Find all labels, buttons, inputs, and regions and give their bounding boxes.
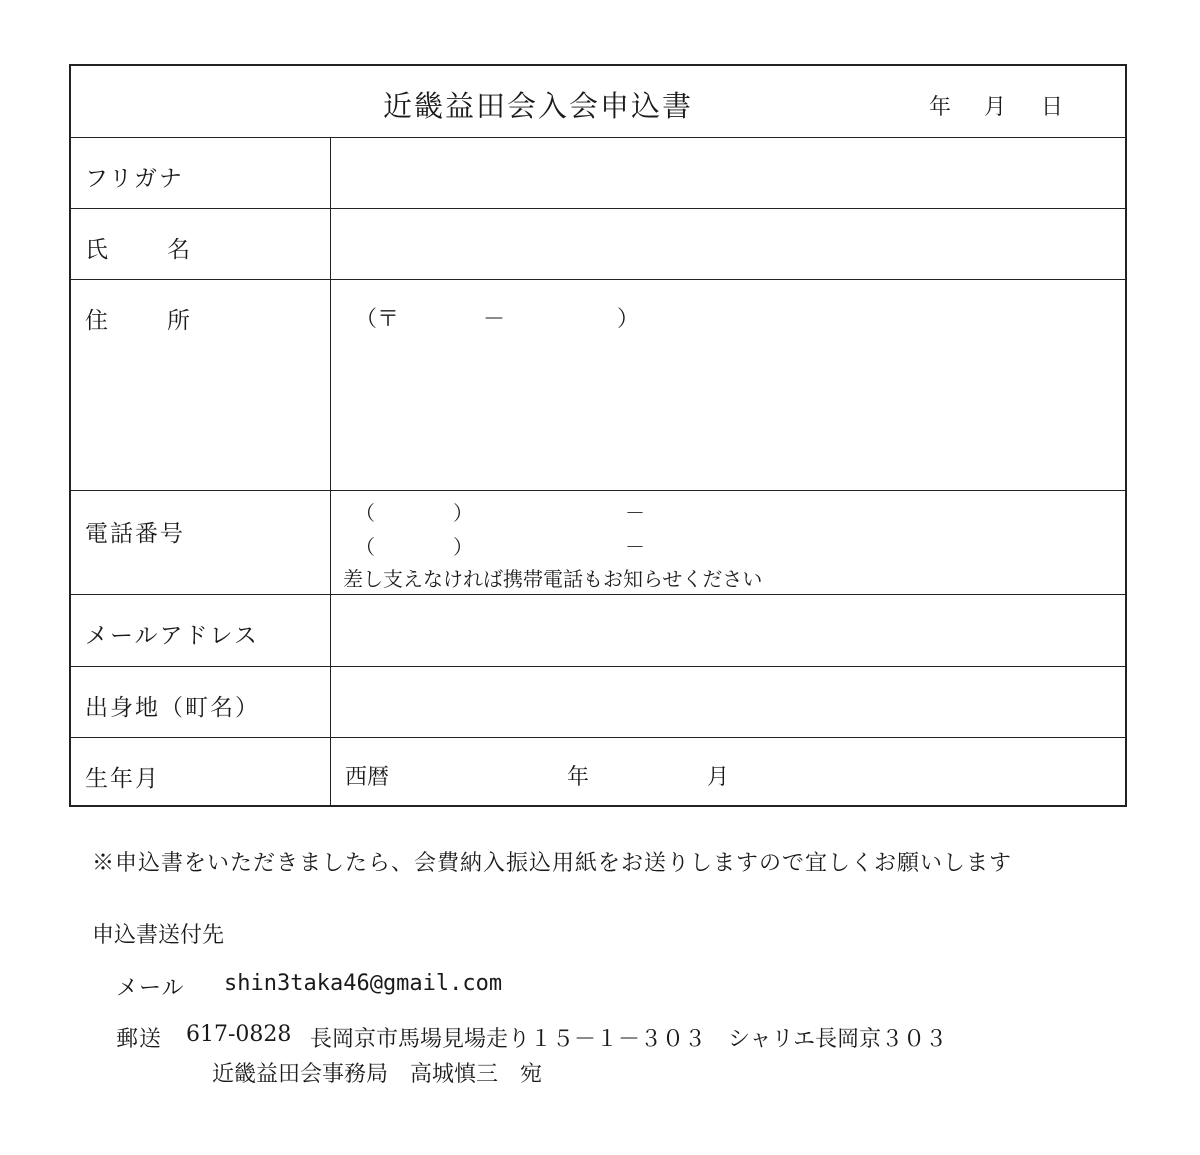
phone1-paren-open: （ [355, 501, 375, 525]
hometown-field[interactable] [331, 667, 1125, 737]
email-label-cell [71, 595, 331, 666]
email-field[interactable] [331, 595, 1125, 666]
name-label-cell [71, 209, 331, 279]
address-label-b: 所 [167, 308, 192, 334]
name-row [71, 209, 1125, 280]
postal-open: （〒 [355, 307, 400, 332]
email-input[interactable] [343, 613, 1107, 649]
date-year-label: 年 [929, 95, 952, 120]
furigana-label-cell [71, 138, 331, 208]
birth-era-label: 西暦 [345, 765, 390, 790]
phone2-paren-close: ） [453, 535, 473, 559]
postal-close: ） [617, 307, 640, 332]
furigana-field[interactable] [331, 138, 1125, 208]
phone2-paren-open: （ [355, 535, 375, 559]
phone-mobile-note: 差し支えなければ携帯電話もお知らせください [343, 567, 763, 591]
address-row [71, 280, 1125, 491]
address-label-cell [71, 280, 331, 490]
title-row [71, 66, 1125, 138]
birth-label-cell [71, 738, 331, 807]
postal-address: 長岡京市馬場見場走り１５－１－３０３ シャリエ長岡京３０３ [310, 1027, 948, 1052]
furigana-label: フリガナ [85, 166, 184, 192]
address-input[interactable] [343, 350, 1107, 472]
date-month-label: 月 [984, 95, 1007, 120]
recipient: 近畿益田会事務局 高城慎三 宛 [212, 1062, 543, 1087]
date-day-label: 日 [1041, 95, 1064, 120]
hometown-label-cell [71, 667, 331, 737]
post-label: 郵送 [116, 1027, 163, 1052]
phone-label-cell [71, 491, 331, 594]
hometown-row [71, 667, 1125, 738]
name-label-b: 名 [167, 237, 192, 263]
furigana-row [71, 138, 1125, 209]
mail-label: メール [116, 976, 185, 1001]
name-input[interactable] [343, 227, 1107, 263]
postal-code: 617-0828 [186, 1022, 292, 1047]
birth-month-label: 月 [707, 765, 730, 790]
phone-field[interactable] [331, 491, 1125, 594]
destination-heading: 申込書送付先 [92, 923, 225, 948]
hometown-input[interactable] [343, 685, 1107, 721]
address-label-a: 住 [85, 308, 110, 334]
address-field[interactable] [331, 280, 1125, 490]
application-form-table [69, 64, 1127, 807]
email-row [71, 595, 1125, 667]
name-field[interactable] [331, 209, 1125, 279]
hometown-label: 出身地（町名） [85, 695, 260, 721]
phone1-dash: － [625, 501, 645, 525]
name-label-a: 氏 [85, 237, 110, 263]
birth-field[interactable] [331, 738, 1125, 807]
birth-label: 生年月 [85, 766, 160, 792]
email-label: メールアドレス [85, 623, 259, 649]
mail-address-link[interactable]: shin3taka46@gmail.com [224, 971, 503, 996]
birth-row [71, 738, 1125, 807]
phone1-paren-close: ） [453, 501, 473, 525]
phone2-dash: － [625, 535, 645, 559]
postal-dash: － [483, 307, 506, 332]
phone-row [71, 491, 1125, 595]
birth-year-label: 年 [567, 765, 590, 790]
form-title: 近畿益田会入会申込書 [383, 89, 694, 123]
furigana-input[interactable] [343, 156, 1107, 192]
notice-text: ※申込書をいただきましたら、会費納入振込用紙をお送りしますので宜しくお願いします [92, 851, 1013, 876]
phone-label: 電話番号 [85, 521, 185, 547]
